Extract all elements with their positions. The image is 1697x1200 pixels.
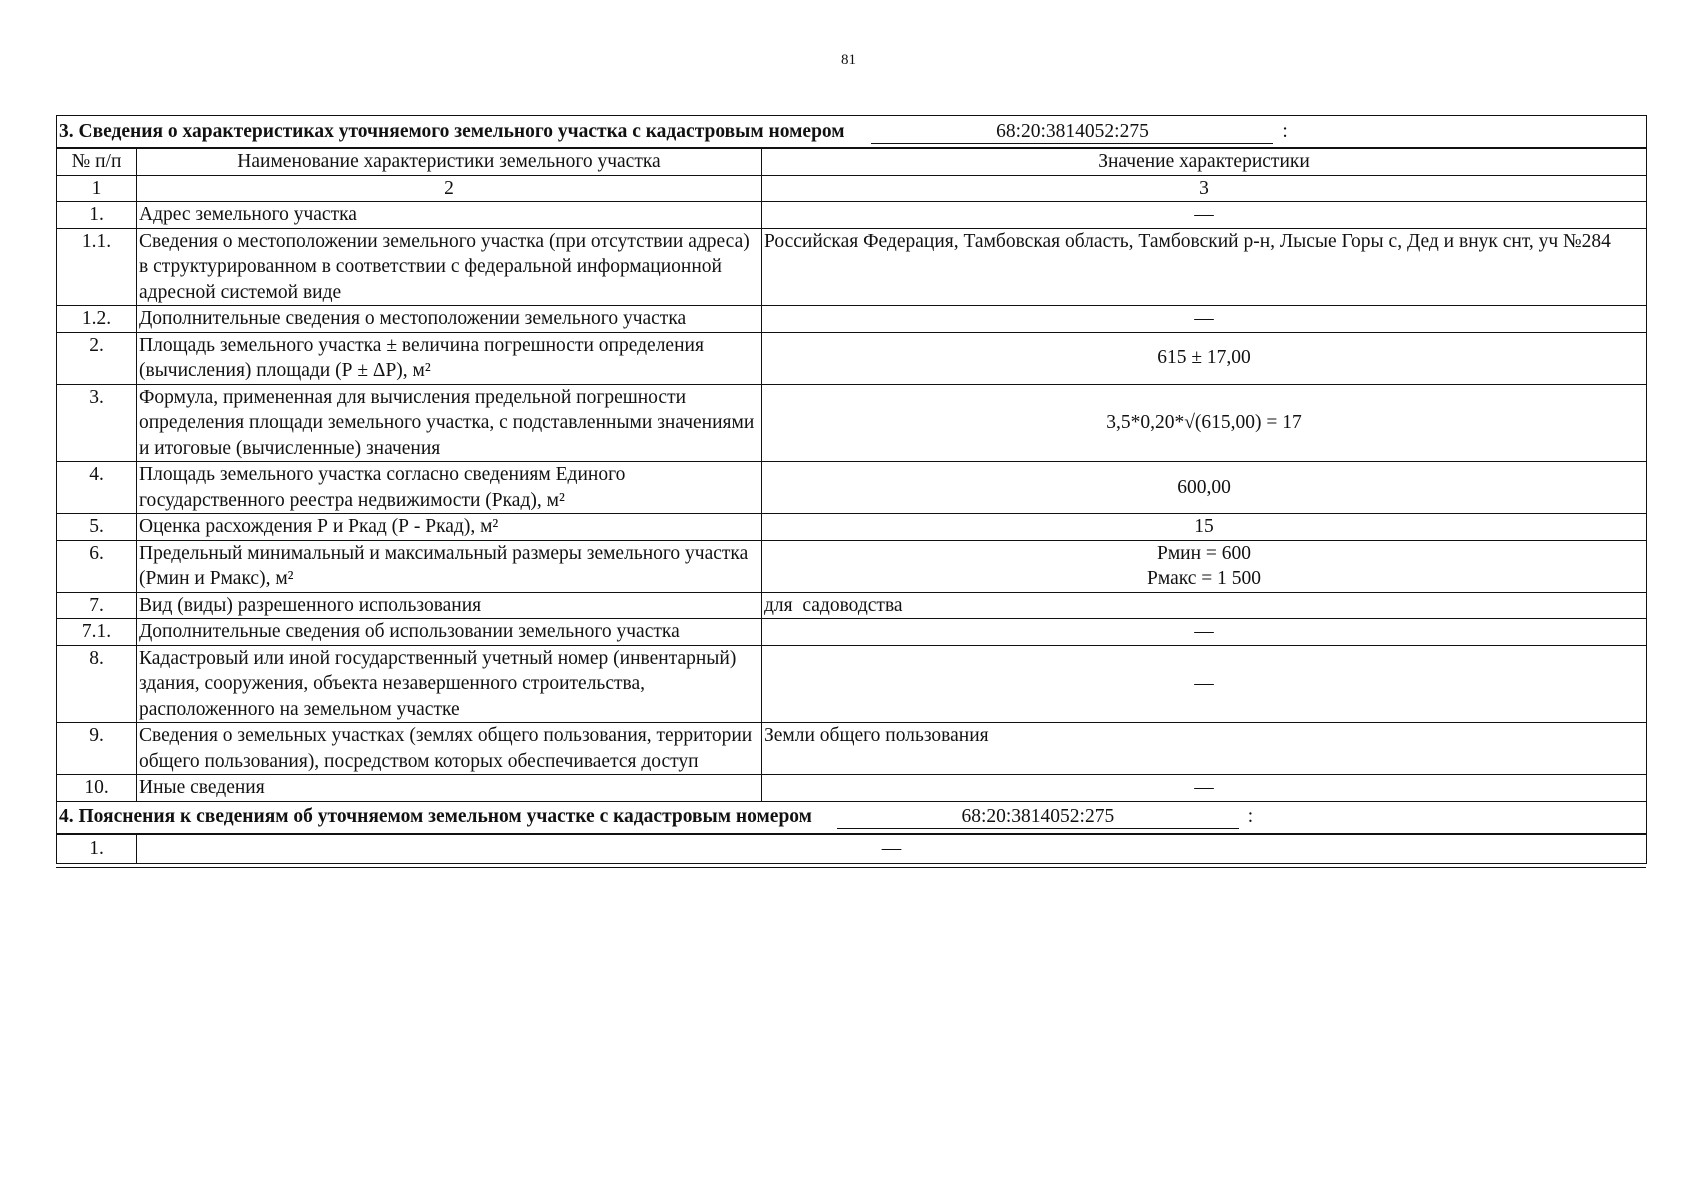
table-row [57, 332, 1647, 384]
row-value: — [762, 306, 1647, 333]
table-row [57, 619, 1647, 646]
table-row [57, 645, 1647, 723]
row-name: Предельный минимальный и максимальный размеры земельного участка (Рмин и Рмакс), м² [137, 540, 762, 592]
table-row [57, 462, 1647, 514]
row-value-max: Рмакс = 1 500 [1147, 568, 1261, 589]
row-value: 3,5*0,20*√(615,00) = 17 [762, 384, 1647, 462]
column-header-number: № п/п [57, 148, 137, 175]
page-number: 81 [841, 52, 856, 68]
table-row [57, 834, 1647, 864]
row-name: Сведения о земельных участках (землях общего пользования, территории общего пользования), посредством которых обеспечивается доступ [137, 723, 762, 775]
row-value: — [762, 645, 1647, 723]
section-3-header-cell [57, 116, 1647, 149]
row-name: Площадь земельного участка согласно сведениям Единого государственного реестра недвижимости (Ркад), м² [137, 462, 762, 514]
column-header-value: Значение характеристики [762, 148, 1647, 175]
row-number: 1. [57, 202, 137, 229]
row-name: Дополнительные сведения о местоположении земельного участка [137, 306, 762, 333]
row-value [762, 540, 1647, 592]
row-number: 6. [57, 540, 137, 592]
table-row [57, 306, 1647, 333]
table-row [57, 202, 1647, 229]
section-4-title: 4. Пояснения к сведениям об уточняемом земельном участке с кадастровым номером [59, 806, 812, 828]
row-number: 8. [57, 645, 137, 723]
table-row [57, 384, 1647, 462]
row-number: 1.2. [57, 306, 137, 333]
row-number: 1.1. [57, 228, 137, 306]
row-number: 7.1. [57, 619, 137, 646]
row-number: 1. [57, 834, 137, 864]
column-header-name: Наименование характеристики земельного участка [137, 148, 762, 175]
section-4-header-row [57, 801, 1647, 834]
row-number: 4. [57, 462, 137, 514]
column-header-row [57, 148, 1647, 175]
column-index-3: 3 [762, 175, 1647, 202]
table-row [57, 514, 1647, 541]
row-number: 5. [57, 514, 137, 541]
row-number: 3. [57, 384, 137, 462]
table-row [57, 592, 1647, 619]
row-name: Сведения о местоположении земельного участка (при отсутствии адреса) в структурированном в соответствии с федеральной информационной адресной системой виде [137, 228, 762, 306]
row-value: Земли общего пользования [762, 723, 1647, 775]
row-value: — [762, 775, 1647, 802]
row-number: 2. [57, 332, 137, 384]
table-row [57, 228, 1647, 306]
row-value: для садоводства [762, 592, 1647, 619]
table-row [57, 723, 1647, 775]
section-4-cadastral-number: 68:20:3814052:275 [837, 806, 1239, 829]
section-3-header-row [57, 116, 1647, 149]
land-plot-characteristics-table [56, 115, 1647, 864]
row-name: Иные сведения [137, 775, 762, 802]
row-name: Оценка расхождения Р и Ркад (Р - Ркад), м² [137, 514, 762, 541]
row-name: Площадь земельного участка ± величина погрешности определения (вычисления) площади (Р ± ΔР), м² [137, 332, 762, 384]
row-value: 615 ± 17,00 [762, 332, 1647, 384]
column-index-row [57, 175, 1647, 202]
section-3-cadastral-number: 68:20:3814052:275 [871, 121, 1273, 144]
table-bottom-rule [56, 867, 1646, 868]
section-4-header-cell [57, 801, 1647, 834]
section-4-colon: : [1247, 806, 1254, 828]
row-value-min: Рмин = 600 [1156, 542, 1252, 564]
row-number: 10. [57, 775, 137, 802]
section-3-title: 3. Сведения о характеристиках уточняемого земельного участка с кадастровым номером [59, 120, 845, 142]
column-index-1: 1 [57, 175, 137, 202]
row-value: Российская Федерация, Тамбовская область, Тамбовский р-н, Лысые Горы с, Дед и внук снт, уч №284 [762, 228, 1647, 306]
column-index-2: 2 [137, 175, 762, 202]
row-value: — [137, 834, 1647, 864]
row-value: 600,00 [762, 462, 1647, 514]
row-value: — [762, 619, 1647, 646]
row-name: Формула, примененная для вычисления предельной погрешности определения площади земельного участка, с подставленными значениями и итоговые (вычисленные) значения [137, 384, 762, 462]
row-name: Адрес земельного участка [137, 202, 762, 229]
row-number: 7. [57, 592, 137, 619]
section-3-colon: : [1282, 120, 1288, 142]
row-name: Вид (виды) разрешенного использования [137, 592, 762, 619]
table-row [57, 775, 1647, 802]
row-value: — [762, 202, 1647, 229]
row-number: 9. [57, 723, 137, 775]
row-value: 15 [762, 514, 1647, 541]
row-name: Дополнительные сведения об использовании земельного участка [137, 619, 762, 646]
row-name: Кадастровый или иной государственный учетный номер (инвентарный) здания, сооружения, объекта незавершенного строительства, расположенного на земельном участке [137, 645, 762, 723]
table-row [57, 540, 1647, 592]
